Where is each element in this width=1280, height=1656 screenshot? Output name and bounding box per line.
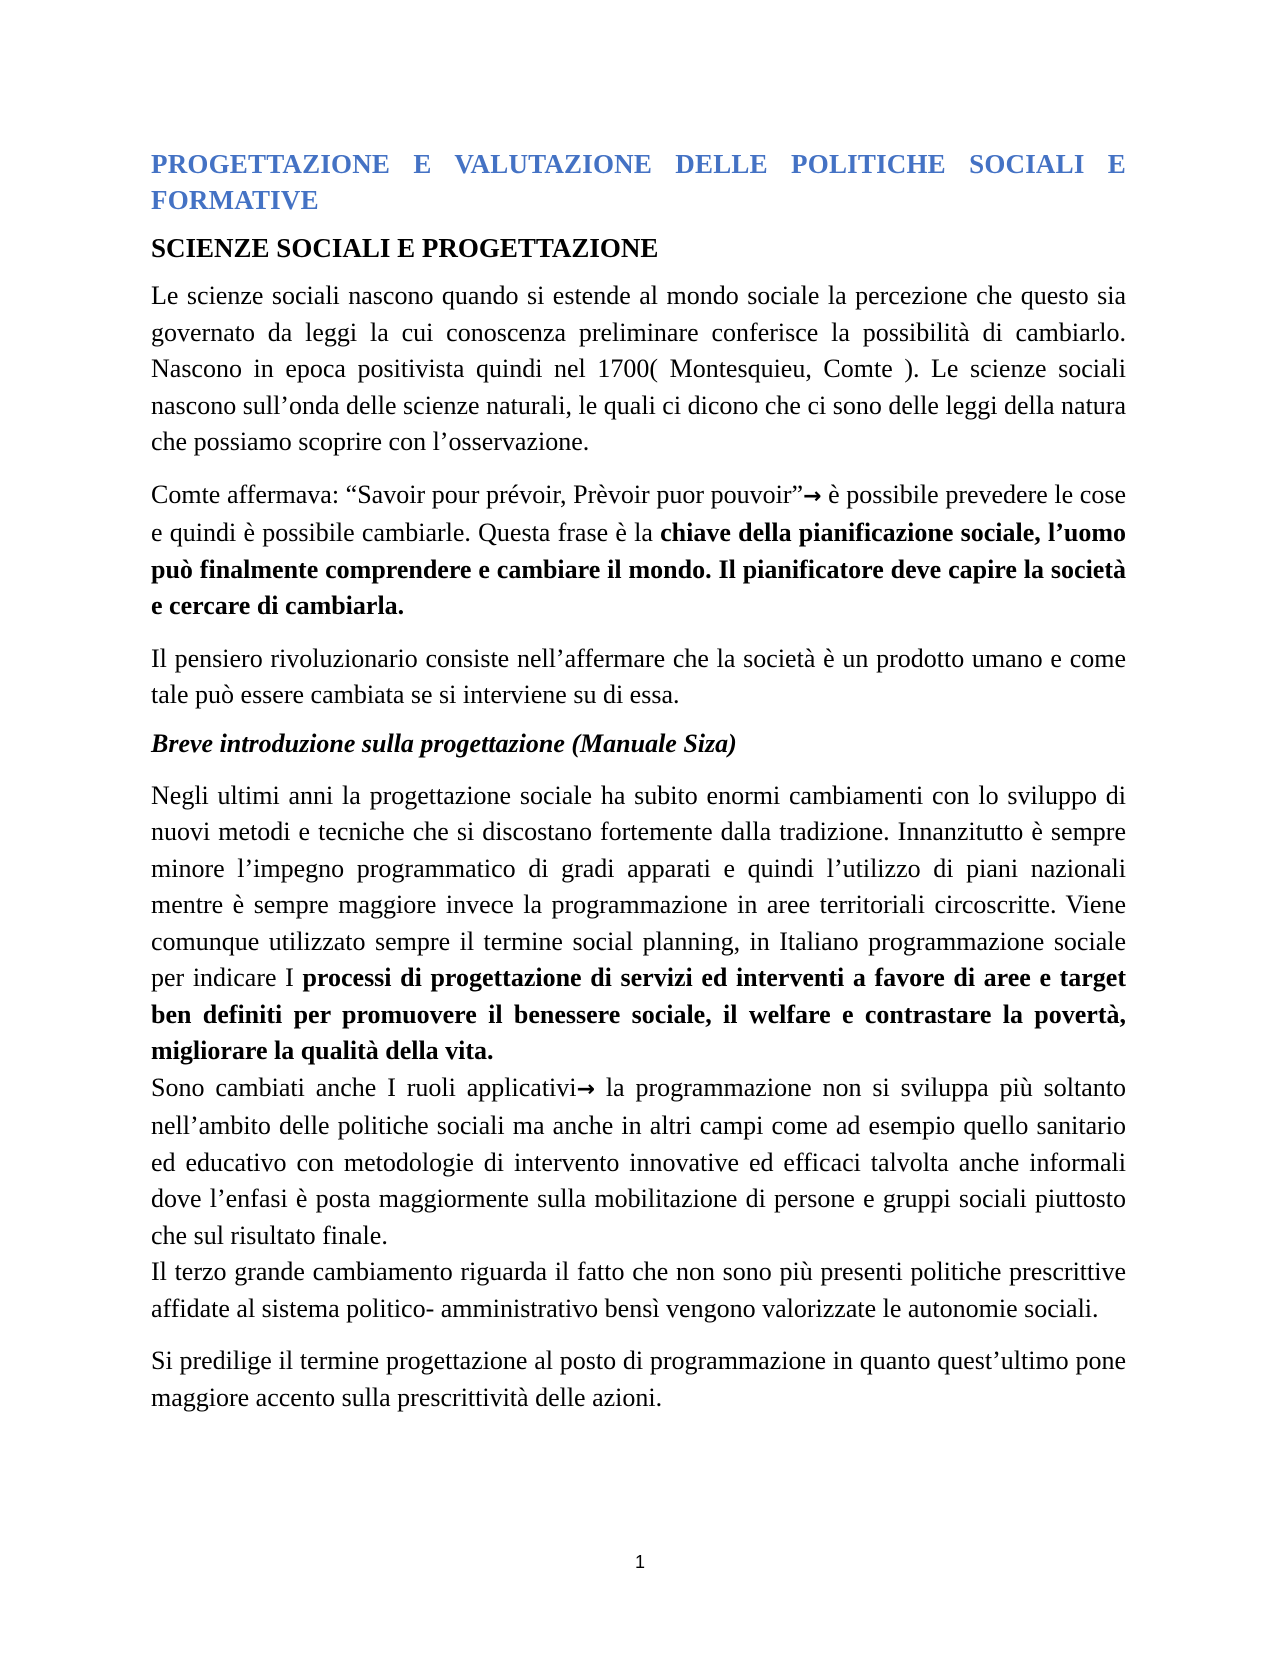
paragraph-2 [151, 477, 1126, 625]
paragraph-5 [151, 1070, 1126, 1255]
document-title: PROGETTAZIONE E VALUTAZIONE DELLE POLITICHE SOCIALI E FORMATIVE [151, 149, 1126, 215]
paragraph-1: Le scienze sociali nascono quando si estende al mondo sociale la percezione che questo sia governato da leggi la cui conoscenza preliminare conferisce la possibilità di cambiarlo. Nascono in epoca positivista quindi nel 1700( Montesquieu, Comte ). Le scienze sociali nascono sull’onda delle scienze naturali, le quali ci dicono che ci sono delle leggi della natura che possiamo scoprire con l’osservazione. [151, 281, 1126, 456]
paragraph-4 [151, 778, 1126, 1070]
paragraph-6: Il terzo grande cambiamento riguarda il fatto che non sono più presenti politiche prescrittive affidate al sistema politico- amministrativo bensì vengono valorizzate le autonomie sociali. [151, 1257, 1126, 1323]
section-title: SCIENZE SOCIALI E PROGETTAZIONE [151, 233, 659, 263]
paragraph-2-quote: Comte affermava: “Savoir pour prévoir, Prèvoir puor pouvoir” [151, 479, 804, 509]
page-content [151, 146, 1126, 1416]
paragraph-3: Il pensiero rivoluzionario consiste nell’affermare che la società è un prodotto umano e come tale può essere cambiata se si interviene su di essa. [151, 643, 1126, 709]
paragraph-4-text: Negli ultimi anni la progettazione sociale ha subito enormi cambiamenti con lo sviluppo di nuovi metodi e tecniche che si discostano fortemente dalla tradizione. Innanzitutto è sempre minore l’impegno programmatico di gradi apparati e quindi l’utilizzo di piani nazionali mentre è sempre maggiore invece la programmazione in aree territoriali circoscritte. Viene comunque utilizzato sempre il termine social planning, in Italiano programmazione sociale per indicare I [151, 780, 1126, 992]
paragraph-4-bold: processi di progettazione di servizi ed interventi a favore di aree e target ben definiti per promuovere il benessere sociale, il welfare e contrastare la povertà, migliorare la qualità della vita. [151, 963, 1126, 1065]
arrow-right-icon: → [576, 1076, 595, 1102]
paragraph-5-text-b: la programmazione non si sviluppa più soltanto nell’ambito delle politiche sociali ma anche in altri campi come ad esempio quello sanitario ed educativo con metodologie di intervento innovative ed efficaci talvolta anche informali dove l’enfasi è posta maggiormente sulla mobilitazione di persone e gruppi sociali piuttosto che sul risultato finale. [151, 1072, 1126, 1250]
paragraph-2-text: è possibile prevedere le cose e quindi è possibile cambiarle. Questa frase è la [151, 479, 1126, 547]
subheading: Breve introduzione sulla progettazione (Manuale Siza) [151, 728, 737, 758]
paragraph-2-bold: chiave della pianificazione sociale, l’uomo può finalmente comprendere e cambiare il mondo. Il pianificatore deve capire la società e cercare di cambiarla. [151, 518, 1126, 620]
paragraph-5-text-a: Sono cambiati anche I ruoli applicativi [151, 1072, 577, 1102]
paragraph-7: Si predilige il termine progettazione al posto di programmazione in quanto quest’ultimo pone maggiore accento sulla prescrittività delle azioni. [151, 1346, 1126, 1412]
page-number: 1 [634, 1552, 645, 1572]
arrow-right-icon: → [803, 483, 822, 509]
